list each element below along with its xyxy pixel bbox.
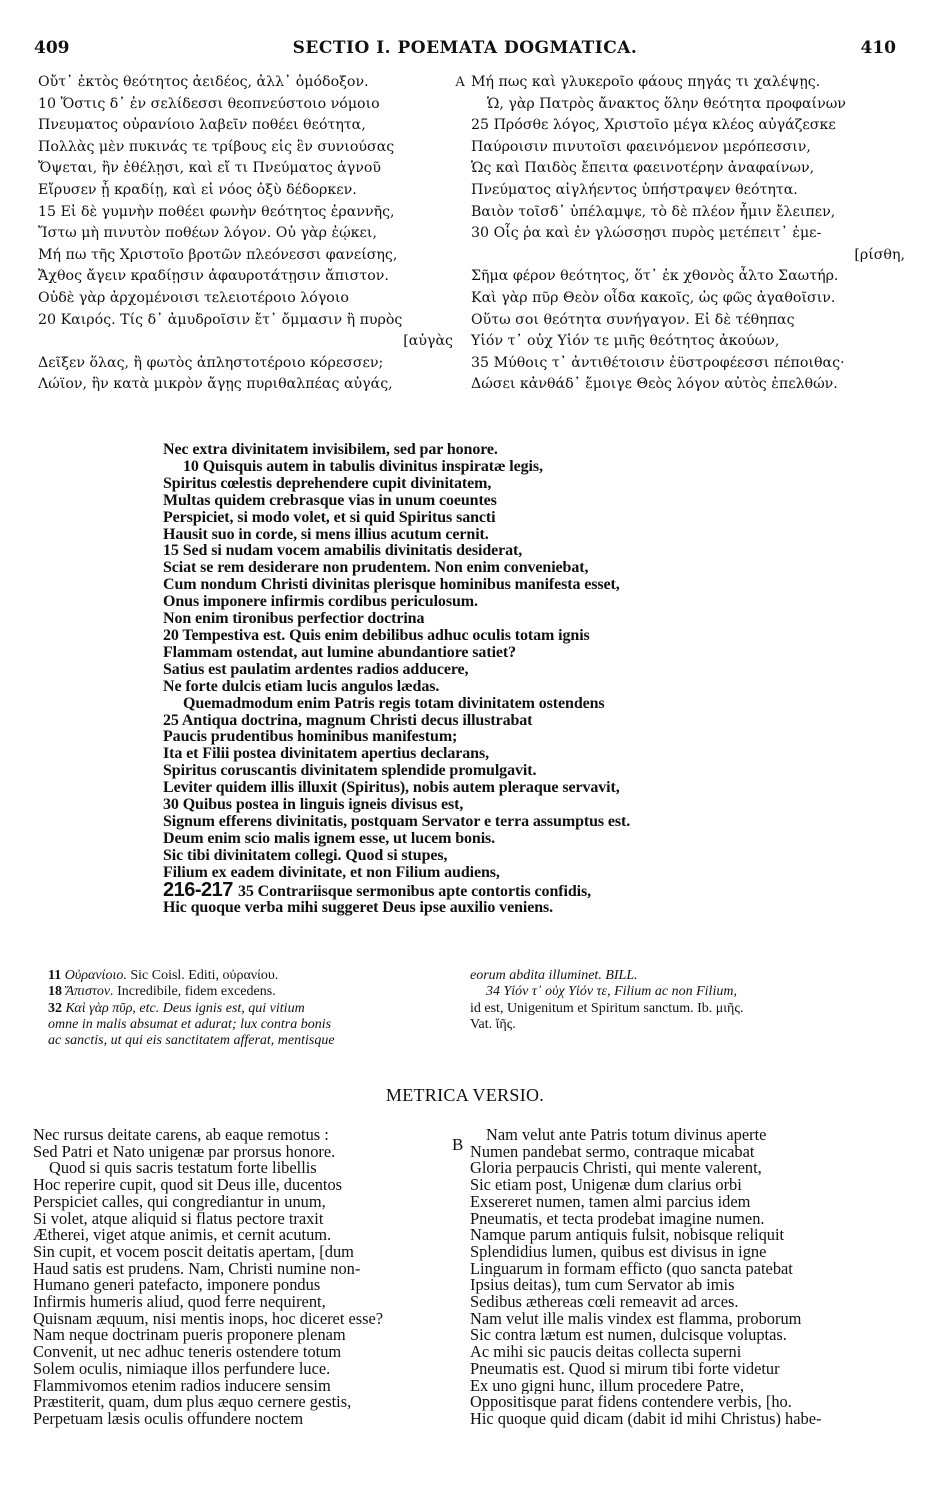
footnote-lemma: Ἄπιστον. bbox=[65, 984, 114, 1000]
metrica-verse-line: Namque parum antiquis fulsit, nobisque reliquit bbox=[470, 1227, 785, 1244]
footnote-line: eorum abdita illuminet. BILL. bbox=[470, 968, 638, 983]
margin-letter-b: B bbox=[452, 1135, 464, 1154]
latin-verse-line: 10 Quisquis autem in tabulis divinitus inspiratæ legis, bbox=[183, 458, 543, 475]
latin-verse-line: 15 Sed si nudam vocem amabilis divinitatis desiderat, bbox=[163, 543, 523, 560]
greek-verse-line: 15 Εἰ δὲ γυμνὴν ποθέει φωνὴν θεότητος ἐραννῆς, bbox=[38, 203, 395, 220]
latin-verse-line: Multas quidem crebrasque vias in unum coeuntes bbox=[163, 492, 497, 509]
latin-translation bbox=[163, 442, 773, 917]
greek-verse-line: Πολλὰς μὲν πυκινάς τε τρίβους εἰς ἓν συνιούσας bbox=[38, 138, 395, 155]
footnote-number: 18 bbox=[48, 984, 62, 1000]
metrica-verse-line: Solem oculis, nimiaque illos perfundere luce. bbox=[33, 1360, 331, 1378]
greek-verse-line: 35 Μύθοις τ᾽ ἀντιθέτοισιν ἐϋστροφέεσσι πέποιθας· bbox=[471, 354, 845, 371]
greek-verse-line: Οὕτω σοι θεότητα συνήγαγον. Εἰ δὲ τέθηπας bbox=[471, 311, 795, 328]
latin-verse-line bbox=[163, 882, 773, 901]
metrica-verse-line: Oppositisque parat fidens contendere verbis, [ho. bbox=[470, 1394, 792, 1411]
running-title: SECTIO I. POEMATA DOGMATICA. bbox=[292, 38, 638, 58]
metrica-verse-line: Infirmis humeris aliud, quod ferre nequirent, bbox=[33, 1294, 326, 1311]
metrica-versio-left bbox=[33, 1127, 443, 1428]
greek-text-left-column bbox=[38, 72, 453, 396]
metrica-verse-line: Linguarum in formam efficto (quo sancta patebat bbox=[470, 1260, 793, 1278]
footnote-number: 11 bbox=[48, 968, 62, 983]
greek-verse-line: 20 Καιρός. Τίς δ᾽ ἀμυδροῖσιν ἔτ᾽ ὄμμασιν ἢ πυρὸς bbox=[38, 311, 403, 328]
metrica-verse-line: Quod si quis sacris testatum forte libellis bbox=[49, 1160, 317, 1178]
metrica-verse-line: Ex uno gigni hunc, illum procedere Patre, bbox=[470, 1377, 745, 1395]
latin-verse-line: Paucis prudentibus hominibus manifestum; bbox=[163, 729, 458, 746]
greek-verse-line: Μή πω τῆς Χριστοῖο βροτῶν πλεόνεσσι φανείσης, bbox=[38, 246, 398, 263]
latin-verse-line: Sic tibi divinitatem collegi. Quod si stupes, bbox=[163, 847, 448, 864]
latin-verse-line: Onus imponere infirmis cordibus periculosum. bbox=[163, 594, 478, 611]
greek-verse-line: 25 Πρόσθε λόγος, Χριστοῖο μέγα κλέος αὐγάζεσκε bbox=[471, 117, 836, 134]
metrica-verse-line: Exsereret numen, tamen almi parcius idem bbox=[470, 1193, 751, 1211]
footnote-lemma: Οὐρανίοιο. bbox=[64, 968, 127, 983]
greek-verse-line: Μή πως καὶ γλυκεροῖο φάους πηγάς τι χαλέψῃς. bbox=[471, 74, 821, 90]
footnote-text: ac sanctis, ut qui eis sanctitatem afferat, mentisque bbox=[48, 1033, 335, 1049]
metrica-verse-line: Nec rursus deitate carens, ab eaque remotus : bbox=[33, 1127, 329, 1144]
section-heading: METRICA VERSIO. bbox=[385, 1085, 545, 1105]
latin-verse-line: Hausit suo in corde, si mens illius acutum cernit. bbox=[163, 526, 489, 543]
latin-verse-line: Perspiciet, si modo volet, et si quid Spiritus sancti bbox=[163, 509, 496, 526]
metrica-verse-line: Pneumatis, et tecta prodebat imagine numen. bbox=[470, 1210, 765, 1228]
footnote-line: Vat. ἴῆς. bbox=[470, 1016, 516, 1032]
latin-verse-line: Leviter quidem illis illuxit (Spiritus), nobis autem pleraque servavit, bbox=[163, 780, 620, 797]
footnote-line bbox=[48, 1033, 448, 1049]
margin-letter: A bbox=[455, 74, 466, 90]
greek-verse-line: 10 Ὅστις δ᾽ ἐν σελίδεσσι θεοπνεύστοιο νόμοιο bbox=[38, 95, 380, 112]
latin-verse-line: Ne forte dulcis etiam lucis angulos lædas. bbox=[163, 678, 440, 695]
footnote-line: id est, Unigenitum et Spiritum sanctum. Ib. μιῆς. bbox=[470, 1000, 744, 1016]
greek-verse-line: Παύροισιν πινυτοῖσι φαεινόμενον μερόπεσσιν, bbox=[471, 138, 811, 155]
latin-verse-line: Nec extra divinitatem invisibilem, sed par honore. bbox=[163, 442, 498, 458]
latin-verse-line: 20 Tempestiva est. Quis enim debilibus adhuc oculis totam ignis bbox=[163, 627, 590, 644]
footnote-line bbox=[48, 968, 448, 984]
greek-verse-line: Δώσει κἀνθάδ᾽ ἔμοιγε Θεὸς λόγον αὐτὸς ἐπελθών. bbox=[471, 376, 838, 393]
latin-verse-line: Hic quoque verba mihi suggeret Deus ipse auxilio veniens. bbox=[163, 900, 554, 917]
metrica-verse-line: Quisnam æquum, nisi mentis inops, hoc diceret esse? bbox=[33, 1310, 384, 1328]
footnote-text: etc. Deus ignis est, qui vitium bbox=[135, 1000, 305, 1016]
metrica-verse-line: Perpetuam læsis oculis offundere noctem bbox=[33, 1410, 304, 1428]
metrica-verse-line: Hic quoque quid dicam (dabit id mihi Christus) habe- bbox=[470, 1410, 822, 1428]
latin-verse-line: 30 Quibus postea in linguis igneis divisus est, bbox=[163, 797, 464, 814]
footnotes-right bbox=[470, 968, 910, 1033]
metrica-verse-line: Ac mihi sic paucis deitas collecta superni bbox=[470, 1344, 742, 1361]
metrica-verse-line: Sin cupit, et vocem poscit deitatis apertam, [dum bbox=[33, 1243, 354, 1261]
greek-verse-line: [ρίσθη, bbox=[854, 246, 905, 263]
metrica-verse-line: Sic contra lætum est numen, dulcisque voluptas. bbox=[470, 1327, 787, 1345]
footnote-line bbox=[48, 1001, 448, 1017]
metrica-verse-line: Si volet, atque aliquid si flatus pectore traxit bbox=[33, 1210, 324, 1228]
latin-verse-text: 35 Contrariisque sermonibus apte contortis confidis, bbox=[237, 882, 591, 900]
greek-verse-line: Ὄψεται, ἢν ἐθέλῃσι, καὶ εἴ τι Πνεύματος ἁγνοῦ bbox=[38, 160, 382, 177]
footnote-number: 32 bbox=[48, 1000, 62, 1016]
metrica-verse-line: Nam neque doctrinam pueris proponere plenam bbox=[33, 1327, 346, 1345]
latin-verse-line: Signum efferens divinitatis, postquam Servator e terra assumptus est. bbox=[163, 813, 631, 830]
latin-verse-line: Non enim tironibus perfectior doctrina bbox=[163, 611, 425, 628]
greek-verse-line: Βαιὸν τοῖσδ᾽ ὑπέλαμψε, τὸ δὲ πλέον ἧμιν ἔλειπεν, bbox=[471, 203, 836, 220]
greek-verse-line: Οὐδὲ γὰρ ἀρχομένοισι τελειοτέροιο λόγοιο bbox=[38, 289, 349, 306]
metrica-verse-line: Convenit, ut nec adhuc teneris ostendere totum bbox=[33, 1344, 342, 1361]
metrica-verse-line: Pneumatis est. Quod si mirum tibi forte videtur bbox=[470, 1360, 780, 1378]
latin-verse-line: Spiritus coruscantis divinitatem splendide promulgavit. bbox=[163, 763, 537, 780]
metrica-verse-line: Humano generi patefacto, imponere pondus bbox=[33, 1277, 321, 1295]
metrica-verse-line: Numen pandebat sermo, contraque micabat bbox=[470, 1143, 755, 1161]
greek-verse-line: 30 Οἷς ῥα καὶ ἐν γλώσσῃσι πυρὸς μετέπειτ᾽ ἐμε- bbox=[471, 225, 822, 242]
footnote-line bbox=[48, 1017, 448, 1033]
greek-verse-line: Δεῖξεν ὅλας, ἢ φωτὸς ἀπληστοτέροιο κόρεσσεν; bbox=[38, 354, 384, 371]
greek-verse-line: Εἴρυσεν ᾗ κραδίῃ, καὶ εἰ νόος ὀξὺ δέδορκεν. bbox=[38, 181, 357, 198]
page-header bbox=[34, 38, 896, 62]
column-marker: 216-217 bbox=[163, 881, 238, 901]
latin-verse-line: Filium ex eadem divinitate, et non Filium audiens, bbox=[163, 864, 500, 881]
metrica-verse-line: Sedibus æthereas cœli remeavit ad arces. bbox=[470, 1294, 739, 1311]
greek-verse-line: Υἱόν τ᾽ οὐχ Υἱόν τε μιῆς θεότητος ἀκούων, bbox=[471, 333, 780, 350]
metrica-versio-right bbox=[452, 1127, 910, 1428]
latin-verse-line: Quemadmodum enim Patris regis totam divinitatem ostendens bbox=[183, 695, 605, 712]
metrica-verse-line: Flammivomos etenim radios inducere sensim bbox=[33, 1377, 331, 1395]
metrica-verse-line: Gloria perpaucis Christi, qui mente valerent, bbox=[470, 1160, 762, 1178]
metrica-verse-line: Præstiterit, quam, dum plus æquo cernere gestis, bbox=[33, 1394, 352, 1411]
greek-verse-line: Πνευματος οὐρανίοιο λαβεῖν ποθέει θεότητα, bbox=[38, 117, 366, 134]
footnotes-left bbox=[48, 968, 448, 1049]
greek-text-right-column bbox=[455, 72, 905, 396]
footnote-text: omne in malis absumat et adurat; lux contra bonis bbox=[48, 1016, 332, 1032]
greek-verse-line: Ὡ, γὰρ Πατρὸς ἄνακτος ὅλην θεότητα προφαίνων bbox=[487, 95, 846, 112]
latin-verse-line: Ita et Filii postea divinitatem apertius declarans, bbox=[163, 746, 489, 763]
greek-verse-line: Πνεύματος αἰγλήεντος ὑπήστραψεν θεότητα. bbox=[471, 181, 798, 198]
metrica-verse-line: Perspiciet calles, qui congrediantur in unum, bbox=[33, 1193, 326, 1211]
metrica-verse-line: Ipsius deitas), tum cum Servator ab imis bbox=[470, 1277, 735, 1295]
latin-verse-line: Satius est paulatim ardentes radios adducere, bbox=[163, 661, 469, 678]
latin-verse-line: Spiritus cœlestis deprehendere cupit divinitatem, bbox=[163, 475, 492, 492]
latin-verse-line: Deum enim scio malis ignem esse, ut lucem bonis. bbox=[163, 830, 496, 847]
footnote-lemma: Καὶ γὰρ πῦρ, bbox=[65, 1000, 136, 1016]
greek-verse-line: Οὔτ᾽ ἐκτὸς θεότητος ἀειδέος, ἀλλ᾽ ὁμόδοξον. bbox=[38, 74, 369, 90]
latin-verse-line: 25 Antiqua doctrina, magnum Christi decus illustrabat bbox=[163, 712, 533, 729]
footnote-text: Sic Coisl. Editi, οὐρανίου. bbox=[126, 968, 279, 983]
greek-verse-line: Σῆμα φέρον θεότητος, ὅτ᾽ ἐκ χθονὸς ἆλτο Σαωτήρ. bbox=[471, 268, 839, 285]
greek-verse-line: Ὡς καὶ Παιδὸς ἔπειτα φαεινοτέρην ἀναφαίνων, bbox=[471, 160, 815, 177]
metrica-verse-line: Sic etiam post, Unigenæ dum clarius orbi bbox=[470, 1177, 742, 1194]
page-number-left: 409 bbox=[34, 38, 70, 58]
metrica-verse-line: Hoc reperire cupit, quod sit Deus ille, ducentos bbox=[33, 1177, 343, 1194]
metrica-verse-line: Haud satis est prudens. Nam, Christi numine non- bbox=[33, 1260, 361, 1278]
footnote-line: 34 Υἱόν τ᾽ οὐχ Υἱόν τε, Filium ac non Filium, bbox=[486, 984, 737, 1000]
metrica-verse-line: Splendidius lumen, quibus est divisus in igne bbox=[470, 1243, 767, 1261]
greek-verse-line: Ἄχθος ἄγειν κραδίῃσιν ἀφαυροτάτῃσιν ἄπιστον. bbox=[38, 268, 389, 285]
metrica-verse-line: Nam velut ille malis vindex est flamma, proborum bbox=[470, 1310, 802, 1328]
greek-verse-line: Λώϊον, ἣν κατὰ μικρὸν ἄγῃς πυριθαλπέας αὐγάς, bbox=[38, 376, 393, 393]
footnote-text: Incredibile, fidem excedens. bbox=[113, 984, 276, 1000]
metrica-verse-line: Ætherei, viget atque animis, et cernit acutum. bbox=[33, 1227, 332, 1244]
greek-verse-line: Ἴστω μὴ πινυτὸν ποθέων λόγον. Οὐ γὰρ ἐῴκει, bbox=[38, 225, 377, 242]
latin-verse-line: Sciat se rem desiderare non prudentem. Non enim conveniebat, bbox=[163, 560, 589, 577]
latin-verse-line: Flammam ostendat, aut lumine abundantiore satiet? bbox=[163, 644, 517, 661]
footnote-line bbox=[48, 984, 448, 1000]
page-number-right: 410 bbox=[860, 38, 896, 58]
metrica-verse-line: Sed Patri et Nato unigenæ par prorsus honore. bbox=[33, 1143, 336, 1161]
latin-verse-line: Cum nondum Christi divinitas plerisque hominibus manifesta esset, bbox=[163, 577, 620, 594]
greek-verse-line: Καὶ γὰρ πῦρ Θεὸν οἶδα κακοῖς, ὡς φῶς ἀγαθοῖσιν. bbox=[471, 289, 836, 306]
metrica-verse-line: Nam velut ante Patris totum divinus aperte bbox=[486, 1127, 767, 1144]
greek-verse-line: [αὐγὰς bbox=[403, 333, 453, 350]
